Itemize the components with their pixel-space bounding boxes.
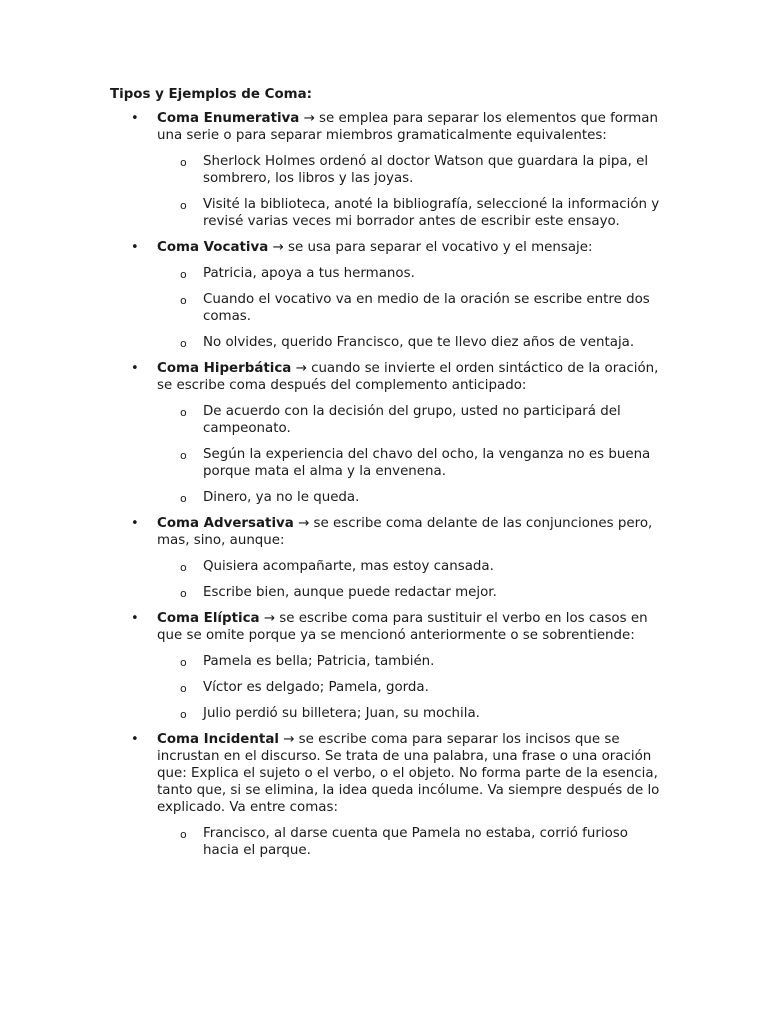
example-list-item — [157, 153, 663, 187]
comma-type-description: → cuando se invierte el orden sintáctico de la oración, se escribe coma después del complemento anticipado: — [157, 361, 659, 393]
example-list-item — [157, 825, 663, 859]
example-list-item — [157, 334, 663, 351]
circle-bullet-icon: o — [180, 294, 187, 307]
list-item-section — [0, 110, 672, 230]
circle-bullet-icon: o — [180, 449, 187, 462]
example-text: Quisiera acompañarte, mas estoy cansada. — [203, 559, 494, 574]
example-list-item — [157, 705, 663, 722]
bullet-icon: • — [131, 611, 139, 626]
example-list-item — [157, 196, 663, 230]
examples-list — [157, 653, 672, 722]
circle-bullet-icon: o — [180, 587, 187, 600]
examples-list — [157, 265, 672, 351]
comma-type-term: Coma Adversativa — [157, 516, 294, 531]
comma-type-term: Coma Elíptica — [157, 611, 260, 626]
example-text: Cuando el vocativo va en medio de la oración se escribe entre dos comas. — [203, 292, 650, 324]
example-text: Dinero, ya no le queda. — [203, 490, 360, 505]
example-list-item — [157, 265, 663, 282]
examples-list — [157, 153, 672, 230]
comma-type-term: Coma Incidental — [157, 732, 279, 747]
example-text: Víctor es delgado; Pamela, gorda. — [203, 680, 429, 695]
circle-bullet-icon: o — [180, 828, 187, 841]
example-text: Julio perdió su billetera; Juan, su mochila. — [203, 706, 480, 721]
circle-bullet-icon: o — [180, 682, 187, 695]
example-text: Francisco, al darse cuenta que Pamela no estaba, corrió furioso hacia el parque. — [203, 826, 628, 858]
bullet-icon: • — [131, 732, 139, 747]
examples-list — [157, 558, 672, 601]
comma-type-description: → se escribe coma delante de las conjunciones pero, mas, sino, aunque: — [157, 516, 653, 548]
list-item-section — [0, 360, 672, 506]
circle-bullet-icon: o — [180, 656, 187, 669]
example-list-item — [157, 584, 663, 601]
example-list-item — [157, 558, 663, 575]
circle-bullet-icon: o — [180, 156, 187, 169]
comma-type-description: → se emplea para separar los elementos que forman una serie o para separar miembros gramaticalmente equivalentes: — [157, 111, 658, 143]
circle-bullet-icon: o — [180, 268, 187, 281]
example-list-item — [157, 446, 663, 480]
bullet-icon: • — [131, 240, 139, 255]
example-list-item — [157, 403, 663, 437]
circle-bullet-icon: o — [180, 492, 187, 505]
page-title: Tipos y Ejemplos de Coma: — [110, 87, 313, 102]
comma-type-term: Coma Vocativa — [157, 240, 269, 255]
example-list-item — [157, 291, 663, 325]
example-list-item — [157, 679, 663, 696]
bullet-icon: • — [131, 361, 139, 376]
example-text: Patricia, apoya a tus hermanos. — [203, 266, 415, 281]
circle-bullet-icon: o — [180, 337, 187, 350]
example-text: Escribe bien, aunque puede redactar mejor. — [203, 585, 497, 600]
circle-bullet-icon: o — [180, 561, 187, 574]
bullet-icon: • — [131, 111, 139, 126]
example-text: Pamela es bella; Patricia, también. — [203, 654, 435, 669]
example-text: Sherlock Holmes ordenó al doctor Watson que guardara la pipa, el sombrero, los libros y las joyas. — [203, 154, 649, 186]
comma-types-list — [0, 110, 768, 868]
list-item-section — [0, 610, 672, 722]
comma-type-term: Coma Enumerativa — [157, 111, 300, 126]
circle-bullet-icon: o — [180, 406, 187, 419]
circle-bullet-icon: o — [180, 199, 187, 212]
example-text: No olvides, querido Francisco, que te llevo diez años de ventaja. — [203, 335, 635, 350]
example-list-item — [157, 653, 663, 670]
comma-type-description: → se escribe coma para separar los incisos que se incrustan en el discurso. Se trata de una palabra, una frase o una oración que: Explica el sujeto o el verbo, o el objeto. No forma parte de la esencia, tanto que, si se elimina, la idea queda incólume. Va siempre después de lo explicado. Va entre comas: — [157, 732, 660, 815]
comma-type-description: → se usa para separar el vocativo y el mensaje: — [268, 240, 593, 255]
bullet-icon: • — [131, 516, 139, 531]
comma-type-term: Coma Hiperbática — [157, 361, 292, 376]
list-item-section — [0, 239, 672, 351]
circle-bullet-icon: o — [180, 708, 187, 721]
list-item-section — [0, 515, 672, 601]
examples-list — [157, 825, 672, 859]
list-item-section — [0, 731, 672, 859]
example-list-item — [157, 489, 663, 506]
examples-list — [157, 403, 672, 506]
example-text: Según la experiencia del chavo del ocho, la venganza no es buena porque mata el alma y la envenena. — [203, 447, 651, 479]
example-text: De acuerdo con la decisión del grupo, usted no participará del campeonato. — [203, 404, 621, 436]
comma-type-description: → se escribe coma para sustituir el verbo en los casos en que se omite porque ya se mencionó anteriormente o se sobrentiende: — [157, 611, 648, 643]
example-text: Visité la biblioteca, anoté la bibliografía, seleccioné la información y revisé varias veces mi borrador antes de escribir este ensayo. — [203, 197, 660, 229]
